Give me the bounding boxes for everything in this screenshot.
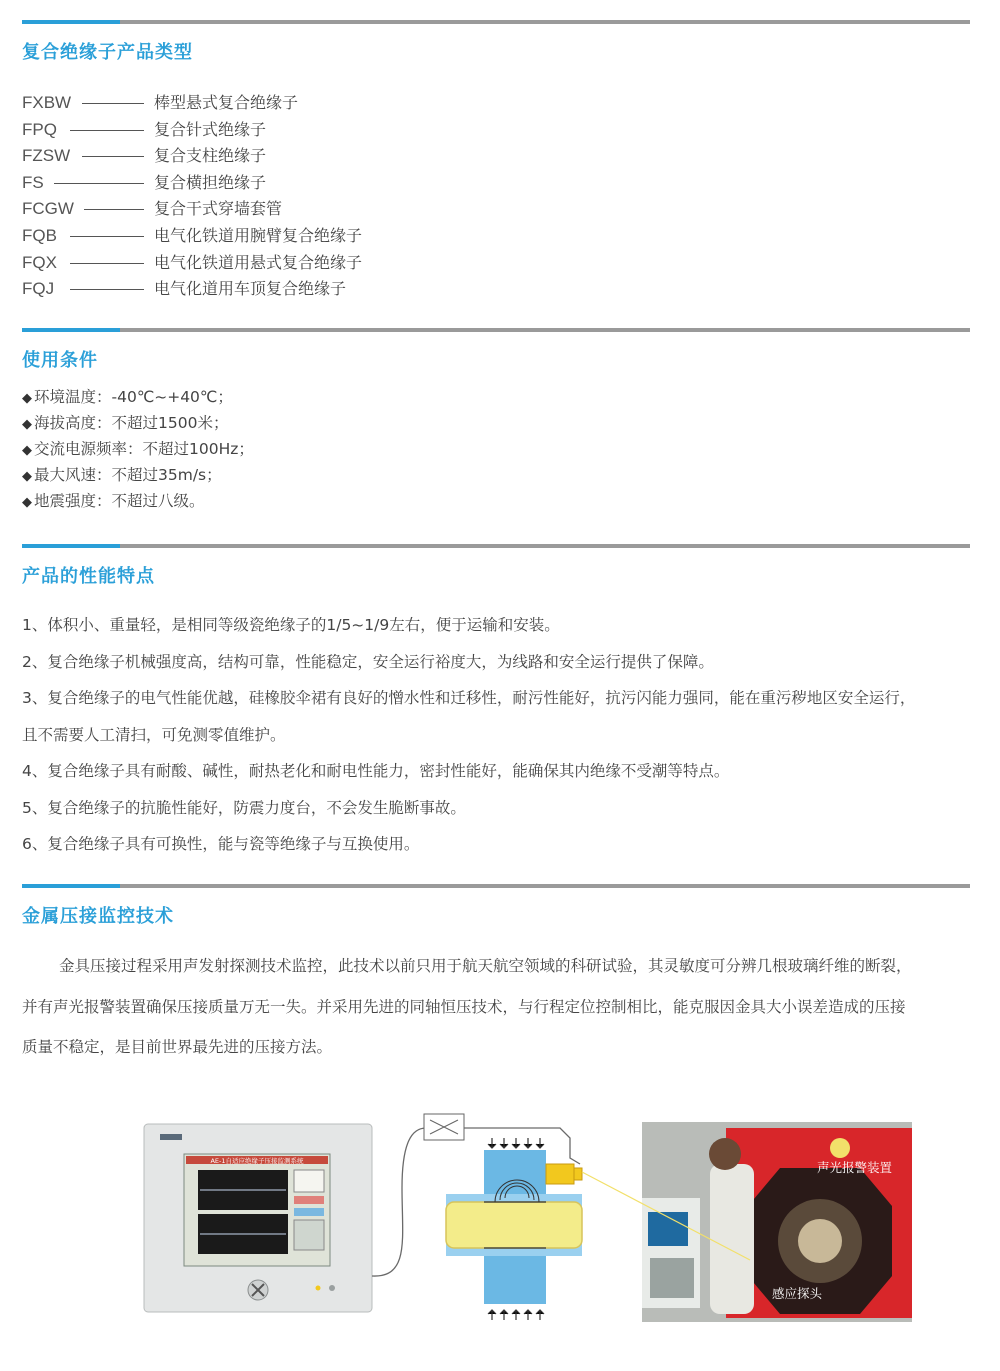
diamond-bullet-icon: ◆ bbox=[22, 417, 32, 432]
type-name: 电气化铁道用腕臂复合绝缘子 bbox=[154, 225, 363, 245]
type-row bbox=[22, 225, 542, 252]
section-divider bbox=[22, 20, 970, 24]
system-illustration bbox=[140, 1108, 920, 1328]
alarm-device-photo bbox=[642, 1122, 912, 1322]
condition-item: ◆ 最大风速：不超过35m/s； bbox=[22, 466, 222, 484]
type-code: FCGW bbox=[22, 199, 74, 219]
section-title-conditions: 使用条件 bbox=[22, 350, 98, 371]
type-name: 复合针式绝缘子 bbox=[154, 119, 267, 139]
type-code: FZSW bbox=[22, 146, 71, 166]
conditions-list bbox=[22, 386, 254, 516]
type-code: FXBW bbox=[22, 93, 72, 112]
paragraph-line: 质量不稳定，是目前世界最先进的压接方法。 bbox=[22, 1038, 333, 1056]
section-divider bbox=[22, 884, 970, 888]
section-title-types: 复合绝缘子产品类型 bbox=[22, 42, 193, 63]
diamond-bullet-icon: ◆ bbox=[22, 391, 32, 406]
type-row bbox=[22, 278, 542, 305]
features-list bbox=[22, 607, 977, 863]
section-divider bbox=[22, 328, 970, 332]
condition-item: ◆ 海拔高度：不超过1500米； bbox=[22, 414, 229, 432]
feature-item: 2、复合绝缘子机械强度高，结构可靠，性能稳定，安全运行裕度大，为线路和安全运行提供了保障。 bbox=[22, 652, 714, 671]
feature-item: 3、复合绝缘子的电气性能优越，硅橡胶伞裙有良好的憎水性和迁移性，耐污性能好，抗污闪能力强同，能在重污秽地区安全运行， bbox=[22, 689, 916, 707]
feature-item: 4、复合绝缘子具有耐酸、碱性，耐热老化和耐电性能力，密封性能好，能确保其内绝缘不受潮等特点。 bbox=[22, 762, 730, 780]
type-name: 复合横担绝缘子 bbox=[154, 172, 267, 192]
type-name: 电气化铁道用悬式复合绝缘子 bbox=[154, 252, 363, 272]
condition-item: ◆ 环境温度：-40℃~+40℃； bbox=[22, 388, 233, 406]
type-row bbox=[22, 172, 542, 199]
diamond-bullet-icon: ◆ bbox=[22, 469, 32, 484]
type-code: FQB bbox=[22, 225, 57, 245]
paragraph-line: 并有声光报警装置确保压接质量万无一失。并采用先进的同轴恒压技术，与行程定位控制相比，能克服因金具大小误差造成的压接 bbox=[22, 997, 906, 1016]
feature-item: 6、复合绝缘子具有可换性，能与瓷等绝缘子与互换使用。 bbox=[22, 835, 420, 853]
product-type-list bbox=[22, 92, 542, 305]
condition-item: ◆ 交流电源频率：不超过100Hz； bbox=[22, 440, 254, 458]
diamond-bullet-icon: ◆ bbox=[22, 443, 32, 458]
type-code: FS bbox=[22, 172, 44, 192]
type-name: 复合支柱绝缘子 bbox=[154, 146, 267, 166]
monitor-unit bbox=[144, 1124, 372, 1312]
alarm-label: 声光报警装置 bbox=[816, 1160, 892, 1175]
type-row bbox=[22, 92, 542, 119]
probe-label: 感应探头 bbox=[772, 1286, 823, 1301]
type-name: 复合干式穿墙套管 bbox=[154, 199, 283, 219]
crimp-schematic bbox=[446, 1138, 582, 1320]
type-name: 电气化道用车顶复合绝缘子 bbox=[154, 279, 347, 299]
type-code: FQX bbox=[22, 252, 57, 272]
feature-item: 且不需要人工清扫，可免测零值维护。 bbox=[22, 725, 286, 744]
diamond-bullet-icon: ◆ bbox=[22, 495, 32, 510]
condition-item: ◆ 地震强度：不超过八级。 bbox=[22, 492, 205, 510]
type-row bbox=[22, 198, 542, 225]
feature-item: 1、体积小、重量轻，是相同等级瓷绝缘子的1/5~1/9左右，便于运输和安装。 bbox=[22, 616, 560, 634]
section-divider bbox=[22, 544, 970, 548]
section-title-tech: 金属压接监控技术 bbox=[22, 906, 174, 927]
sensor-box bbox=[424, 1114, 464, 1140]
type-row bbox=[22, 252, 542, 279]
section-title-features: 产品的性能特点 bbox=[22, 566, 155, 587]
type-code: FQJ bbox=[22, 279, 55, 299]
monitor-title: AE-1自适应绝缘子压接监测系统 bbox=[210, 1157, 304, 1165]
tech-paragraph bbox=[22, 946, 977, 1068]
paragraph-line: 金具压接过程采用声发射探测技术监控，此技术以前只用于航天航空领域的科研试验，其灵敏度可分辨几根玻璃纤维的断裂， bbox=[59, 957, 912, 975]
type-row bbox=[22, 119, 542, 146]
type-name: 棒型悬式复合绝缘子 bbox=[154, 93, 299, 112]
type-code: FPQ bbox=[22, 119, 57, 139]
crimp-monitoring-figure bbox=[140, 1108, 920, 1328]
feature-item: 5、复合绝缘子的抗脆性能好，防震力度台，不会发生脆断事故。 bbox=[22, 798, 466, 817]
type-row bbox=[22, 145, 542, 172]
